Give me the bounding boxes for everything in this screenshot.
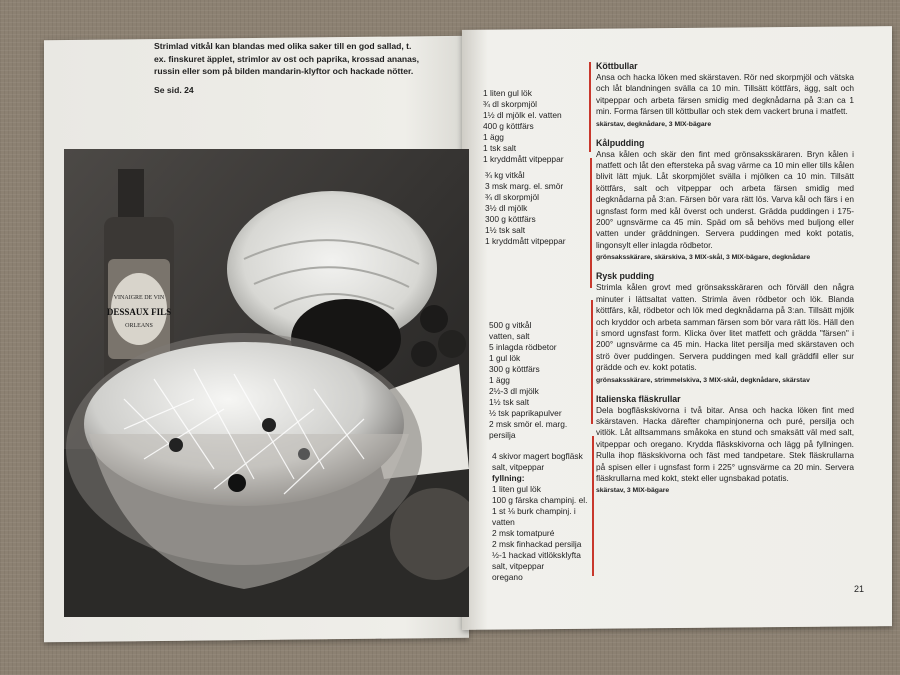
page-number: 21 <box>854 584 865 594</box>
divider-rule <box>590 158 592 288</box>
ingredient-item: 1 liten gul lök <box>492 484 541 494</box>
ingredients-kalpudding <box>485 170 566 247</box>
recipe-text: Strimla kålen grovt med grönsaksskäraren och förväll den några minuter i lättsaltat vatten. Strimla även rödbetor och lök. Blanda köttfärs, kål, rödbetor och lök med degknådarna på 3:an. Tillsätt mjölk och kryddor och arbeta samman färsen som bör vara rätt lös. Häll den i smord ugnsfast form. Klicka över litet matfett och grädda "färsen" i 200° ugnsvärme ca 45 min. Hacka litet persilja med skärstaven och strö över puddingen. Servera puddingen med kall gräddfil eller sur grädde och ev. kokt potatis. <box>596 282 854 373</box>
divider-rule <box>589 62 591 152</box>
ingredient-item: 1½ dl mjölk el. vatten <box>483 110 562 120</box>
ingredient-item: 2½-3 dl mjölk <box>489 386 539 396</box>
ingredient-item: 500 g vitkål <box>489 320 532 330</box>
ingredient-item: ¾ kg vitkål <box>485 170 525 180</box>
cabbage-salad-photo <box>64 149 469 617</box>
ingredient-item: 400 g köttfärs <box>483 121 534 131</box>
recipe-title: Kålpudding <box>596 137 645 148</box>
bottle-label-line-2: DESSAUX FILS <box>106 307 172 317</box>
recipe-title: Italienska fläskrullar <box>596 393 681 404</box>
recipe-tools: grönsaksskärare, skärskiva, 3 MIX-skål, 3 MIX-bägare, degknådare <box>596 254 811 262</box>
recipe-text: Ansa kålen och skär den fint med grönsaksskäraren. Bryn kålen i matfett och låt den eftersteka på svag värme ca 10 min eller tills kålen blivit lätt mjuk. Låt skorpmjölet svälla i mjölken ca 10 min. Tillsätt köttfärs, salt och vitpeppar och arbeta färsen smidig med degknådarna på 3:an. Färsen bör vara rätt lös. Varva kål och färs i en ugnsfast form med kål överst och underst. Grädda puddingen i 175-200° ugnsvärme ca 45 min. Späd om så behövs med buljong eller vatten under gräddningen. Servera puddingen med kokt potatis, lingonsylt eller inlagda rödbetor. <box>596 148 854 250</box>
divider-rule <box>591 300 593 424</box>
intro-text: Strimlad vitkål kan blandas med olika saker till en god sallad, t. ex. finskuret äpplet, strimlor av ost och paprika, krossad ananas, russin eller som på bilden mandarin-klyftor och hackade nötter. <box>154 41 420 76</box>
recipe-italienska-flaskrullar <box>596 393 854 497</box>
recipe-tools: skärstav, 3 MIX-bägare <box>596 487 670 495</box>
ingredient-item: persilja <box>489 430 516 440</box>
ingredient-item: 1 st ⅛ burk champinj. i <box>492 506 576 516</box>
recipe-title: Köttbullar <box>596 61 638 71</box>
ingredient-item: 4 skivor magert bogfläsk <box>492 451 583 461</box>
ingredient-item: 3½ dl mjölk <box>485 203 528 213</box>
ingredient-item: 300 g köttfärs <box>485 214 536 224</box>
ingredient-subheading: fyllning: <box>492 473 525 483</box>
ingredient-item: 2 msk smör el. marg. <box>489 419 568 429</box>
divider-rule <box>592 436 594 576</box>
bottle-label-line-3: ORLEANS <box>125 323 153 329</box>
ingredients-italienska-flaskrullar <box>492 451 587 583</box>
ingredient-item: 1 tsk salt <box>483 143 517 153</box>
ingredient-item: 1 kryddmått vitpeppar <box>483 154 564 164</box>
ingredient-item: salt, vitpeppar <box>492 462 545 472</box>
ingredient-item: 300 g köttfärs <box>489 364 540 374</box>
ingredient-item: 1 kryddmått vitpeppar <box>485 236 566 246</box>
ingredient-item: vatten, salt <box>489 331 530 341</box>
recipe-text: Ansa och hacka löken med skärstaven. Rör ned skorpmjöl och vätska och låt blandningen svälla ca 10 min. Tillsätt köttfärs, ägg, salt och vitpeppar och arbeta färsen smidig med degknådarna på 3:an ca 1 min. Forma färsen till köttbullar och stek dem vackert bruna i matfett. <box>596 72 854 117</box>
ingredient-item: 1½ tsk salt <box>485 225 526 235</box>
ingredient-item: 1 ägg <box>483 132 504 142</box>
bottle-label-line-1: VINAIGRE DE VIN <box>113 295 165 301</box>
recipe-text: Dela bogfläskskivorna i två bitar. Ansa och hacka löken fint med skärstaven. Hacka därefter champinjonerna och puré, persilja och vitlök. Låt alltsammans småkoka en stund och smaksätt väl med salt, vitpeppar och oregano. Krydda fläskskivorna och lägg på fyllningen. Rulla ihop fläskskivorna och fäst med tandpetare. Stek fläskrullarna på spisen eller i ugnsfast form i 225° ugnsvärme ca 20 min. Servera fläskrullarna med kokt, stekt eller ugnsbakad potatis. <box>596 404 854 483</box>
ingredient-item: 100 g färska champinj. el. <box>492 495 588 505</box>
recipe-title: Rysk pudding <box>596 271 655 282</box>
ingredient-item: oregano <box>492 572 523 582</box>
ingredient-item: 1½ tsk salt <box>489 397 530 407</box>
ingredient-item: 2 msk tomatpuré <box>492 528 555 538</box>
recipe-column <box>596 60 854 503</box>
ingredient-item: 1 ägg <box>489 375 510 385</box>
ingredients-kottbullar <box>483 88 564 165</box>
ingredient-item: 1 liten gul lök <box>483 88 532 98</box>
ingredient-item: 3 msk marg. el. smör <box>485 181 564 191</box>
see-page-reference: Se sid. 24 <box>154 84 194 95</box>
ingredient-item: ½ tsk paprikapulver <box>489 408 562 418</box>
ingredient-item: vatten <box>492 517 515 527</box>
ingredient-item: 1 gul lök <box>489 353 521 363</box>
ingredient-item: ¾ dl skorpmjöl <box>485 192 539 202</box>
recipe-kalpudding <box>596 137 854 264</box>
ingredient-item: ½-1 hackad vitlöksklyfta <box>492 550 581 560</box>
recipe-tools: skärstav, degknådare, 3 MIX-bägare <box>596 120 712 128</box>
photo-illustration <box>64 149 469 617</box>
ingredient-item: salt, vitpeppar <box>492 561 545 571</box>
ingredient-item: ¾ dl skorpmjöl <box>483 99 537 109</box>
recipe-kottbullar <box>596 60 854 130</box>
ingredients-rysk-pudding <box>489 320 567 441</box>
recipe-tools: grönsaksskärare, strimmelskiva, 3 MIX-skål, degknådare, skärstav <box>596 376 810 384</box>
intro-text-block <box>154 40 424 96</box>
recipe-rysk-pudding <box>596 270 854 385</box>
ingredient-item: 2 msk finhackad persilja <box>492 539 582 549</box>
ingredient-item: 5 inlagda rödbetor <box>489 342 557 352</box>
